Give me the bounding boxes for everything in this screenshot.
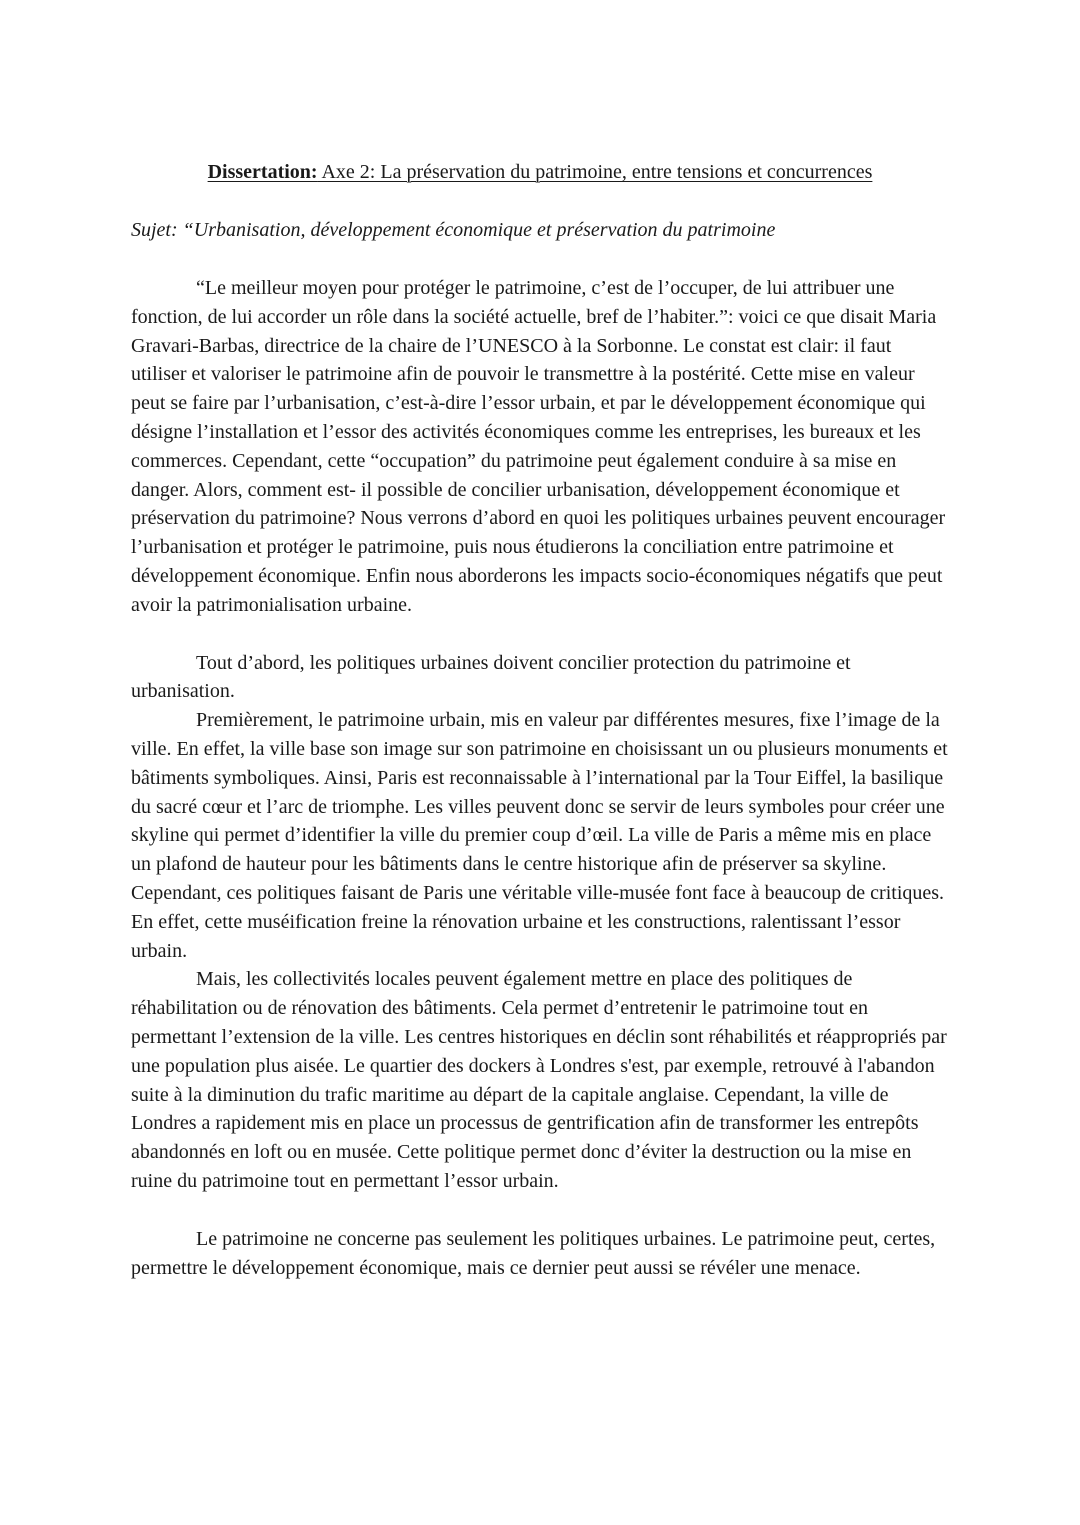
title-lead: Dissertation:	[207, 161, 318, 183]
paragraph-part-one-intro: Tout d’abord, les politiques urbaines doivent concilier protection du patrimoine et urbanisation.	[131, 651, 851, 703]
paragraph-rehabilitation: Mais, les collectivités locales peuvent également mettre en place des politiques de réhabilitation ou de rénovation des bâtiments. Cela permet d’entretenir le patrimoine tout en permettant l’extension de la ville. Les centres historiques en déclin sont réhabilités et réappropriés par une population plus aisée. Le quartier des dockers à Londres s'est, par exemple, retrouvé à l'abandon suite à la diminution du trafic maritime au départ de la capitale anglaise. Cependant, la ville de Londres a rapidement mis en place un processus de gentrification afin de transformer les entrepôts abandonnés en loft ou en musée. Cette politique permet donc d’éviter la destruction ou la mise en ruine du patrimoine tout en permettant l’essor urbain.	[131, 968, 947, 1192]
paragraph-part-two-intro: Le patrimoine ne concerne pas seulement les politiques urbaines. Le patrimoine peut, certes, permettre le développement économique, mais ce dernier peut aussi se révéler une menace.	[131, 1227, 936, 1279]
paragraph-city-image: Premièrement, le patrimoine urbain, mis en valeur par différentes mesures, fixe l’image de la ville. En effet, la ville base son image sur son patrimoine en choisissant un ou plusieurs monuments et bâtiments symboliques. Ainsi, Paris est reconnaissable à l’international par la Tour Eiffel, la basilique du sacré cœur et l’arc de triomphe. Les villes peuvent donc se servir de leurs symboles pour créer une skyline qui permet d’identifier la ville du premier coup d’œil. La ville de Paris a même mis en place un plafond de hauteur pour les bâtiments dans le centre historique afin de préserver sa skyline. Cependant, ces politiques faisant de Paris une véritable ville-musée font face à beaucoup de critiques. En effet, cette muséification freine la rénovation urbaine et les constructions, ralentissant l’essor urbain.	[131, 709, 948, 962]
document-subject: Sujet: “Urbanisation, développement économique et préservation du patrimoine	[131, 219, 776, 241]
document-page	[131, 158, 949, 1282]
paragraph-introduction: “Le meilleur moyen pour protéger le patrimoine, c’est de l’occuper, de lui attribuer une fonction, de lui accorder un rôle dans la société actuelle, bref de l’habiter.”: voici ce que disait Maria Gravari-Barbas, directrice de la chaire de l’UNESCO à la Sorbonne. Le constat est clair: il faut utiliser et valoriser le patrimoine afin de pouvoir le transmettre à la postérité. Cette mise en valeur peut se faire par l’urbanisation, c’est-à-dire l’essor urbain, et par le développement économique qui désigne l’installation et l’essor des activités économiques comme les entreprises, les bureaux et les commerces. Cependant, cette “occupation” du patrimoine peut également conduire à sa mise en danger. Alors, comment est- il possible de concilier urbanisation, développement économique et préservation du patrimoine? Nous verrons d’abord en quoi les politiques urbaines peuvent encourager l’urbanisation et protéger le patrimoine, puis nous étudierons la conciliation entre patrimoine et développement économique. Enfin nous aborderons les impacts socio-économiques négatifs que peut avoir la patrimonialisation urbaine.	[131, 277, 946, 616]
title-rest: Axe 2: La préservation du patrimoine, entre tensions et concurrences	[317, 161, 873, 183]
document-title	[131, 158, 949, 186]
